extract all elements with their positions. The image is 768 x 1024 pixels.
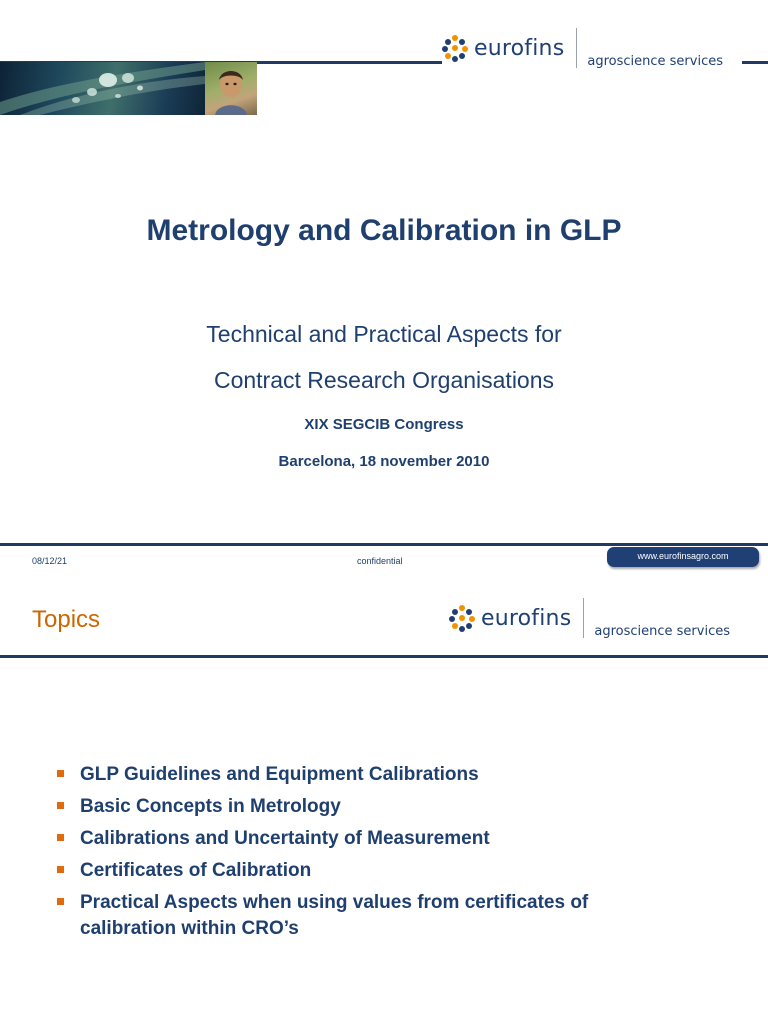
topic-text: Basic Concepts in Metrology bbox=[80, 796, 341, 817]
subtitle-line-2: Contract Research Organisations bbox=[213, 367, 555, 393]
logo-divider bbox=[576, 28, 577, 68]
footer-date: 08/12/21 bbox=[32, 556, 68, 566]
topics-title: Topics bbox=[32, 606, 101, 633]
square-bullet-icon bbox=[57, 866, 64, 873]
list-item bbox=[54, 762, 674, 788]
place-and-date: Barcelona, 18 november 2010 bbox=[278, 453, 490, 470]
square-bullet-icon bbox=[57, 770, 64, 777]
logo-wordmark: eurofins bbox=[481, 605, 572, 631]
topic-text: Practical Aspects when using values from certificates of calibration within CRO’s bbox=[80, 892, 589, 939]
event-name: XIX SEGCIB Congress bbox=[304, 416, 464, 433]
eurofins-dots-icon bbox=[442, 35, 468, 61]
list-item bbox=[54, 890, 674, 942]
square-bullet-icon bbox=[57, 898, 64, 905]
square-bullet-icon bbox=[57, 802, 64, 809]
logo-division-label: agroscience services bbox=[587, 53, 723, 69]
eurofins-dots-icon bbox=[449, 605, 475, 631]
topic-text: Calibrations and Uncertainty of Measurement bbox=[80, 828, 490, 849]
slide-title: Metrology and Calibration in GLP bbox=[146, 214, 622, 247]
footer-rule bbox=[0, 543, 768, 546]
logo-wordmark: eurofins bbox=[474, 35, 565, 61]
eurofins-logo-2 bbox=[449, 590, 749, 646]
topics-header-rule bbox=[0, 655, 768, 658]
topic-text: Certificates of Calibration bbox=[80, 860, 312, 881]
list-item bbox=[54, 858, 674, 884]
website-link-button[interactable]: www.eurofinsagro.com bbox=[607, 547, 759, 567]
child-photo-image bbox=[205, 62, 257, 115]
topic-text: GLP Guidelines and Equipment Calibrations bbox=[80, 764, 479, 785]
list-item bbox=[54, 794, 674, 820]
list-item bbox=[54, 826, 674, 852]
water-drop-banner-image bbox=[0, 62, 205, 115]
subtitle-line-1: Technical and Practical Aspects for bbox=[206, 321, 562, 347]
square-bullet-icon bbox=[57, 834, 64, 841]
eurofins-logo bbox=[442, 24, 742, 72]
topics-list bbox=[54, 762, 674, 948]
logo-division-label: agroscience services bbox=[594, 623, 730, 639]
logo-divider bbox=[583, 598, 584, 638]
footer-confidential-label: confidential bbox=[357, 556, 403, 566]
